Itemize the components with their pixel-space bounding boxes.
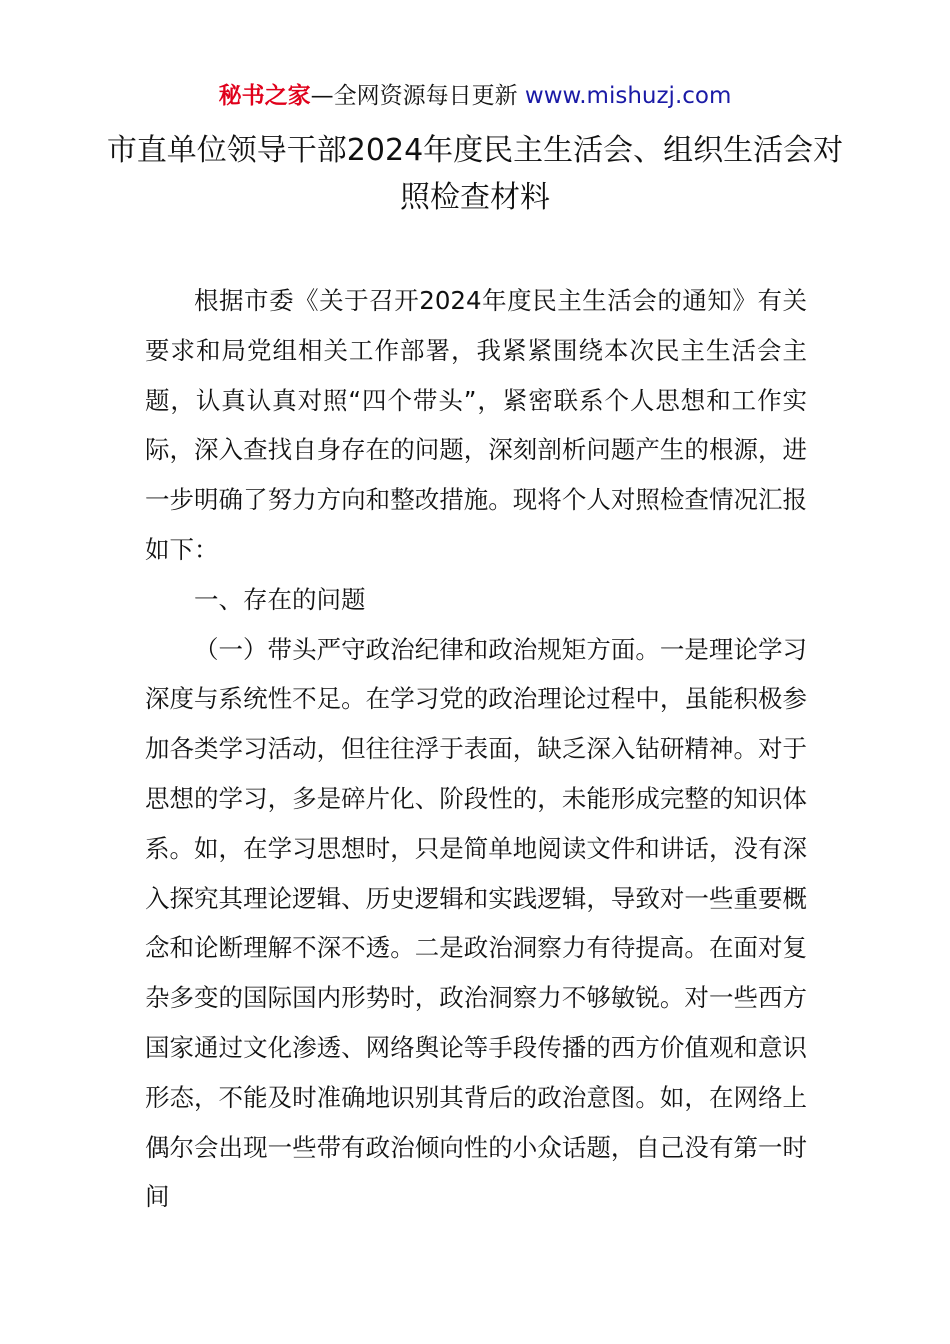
document-body — [145, 276, 807, 1222]
section-heading: 一、存在的问题 — [194, 584, 366, 614]
header-tagline: —全网资源每日更新 — [310, 83, 525, 109]
site-url-link[interactable]: www.mishuzj.com — [524, 83, 732, 109]
body-paragraph: （一）带头严守政治纪律和政治规矩方面。一是理论学习深度与系统性不足。在学习党的政治理论过程中，虽能积极参加各类学习活动，但往往浮于表面，缺乏深入钻研精神。对于思想的学习，多是碎片化、阶段性的，未能形成完整的知识体系。如，在学习思想时，只是简单地阅读文件和讲话，没有深入探究其理论逻辑、历史逻辑和实践逻辑，导致对一些重要概念和论断理解不深不透。二是政治洞察力有待提高。在面对复杂多变的国际国内形势时，政治洞察力不够敏锐。对一些西方国家通过文化渗透、网络舆论等手段传播的西方价值观和意识形态，不能及时准确地识别其背后的政治意图。如，在网络上偶尔会出现一些带有政治倾向性的小众话题，自己没有第一时间 — [145, 634, 807, 1212]
site-header — [0, 80, 950, 112]
intro-paragraph: 根据市委《关于召开2024年度民主生活会的通知》有关要求和局党组相关工作部署，我紧紧围绕本次民主生活会主题，认真认真对照“四个带头”，紧密联系个人思想和工作实际，深入查找自身存在的问题，深刻剖析问题产生的根源，进一步明确了努力方向和整改措施。现将个人对照检查情况汇报如下： — [145, 286, 807, 564]
brand-name: 秘书之家 — [218, 83, 311, 109]
document-title: 市直单位领导干部2024年度民主生活会、组织生活会对照检查材料 — [106, 133, 844, 215]
